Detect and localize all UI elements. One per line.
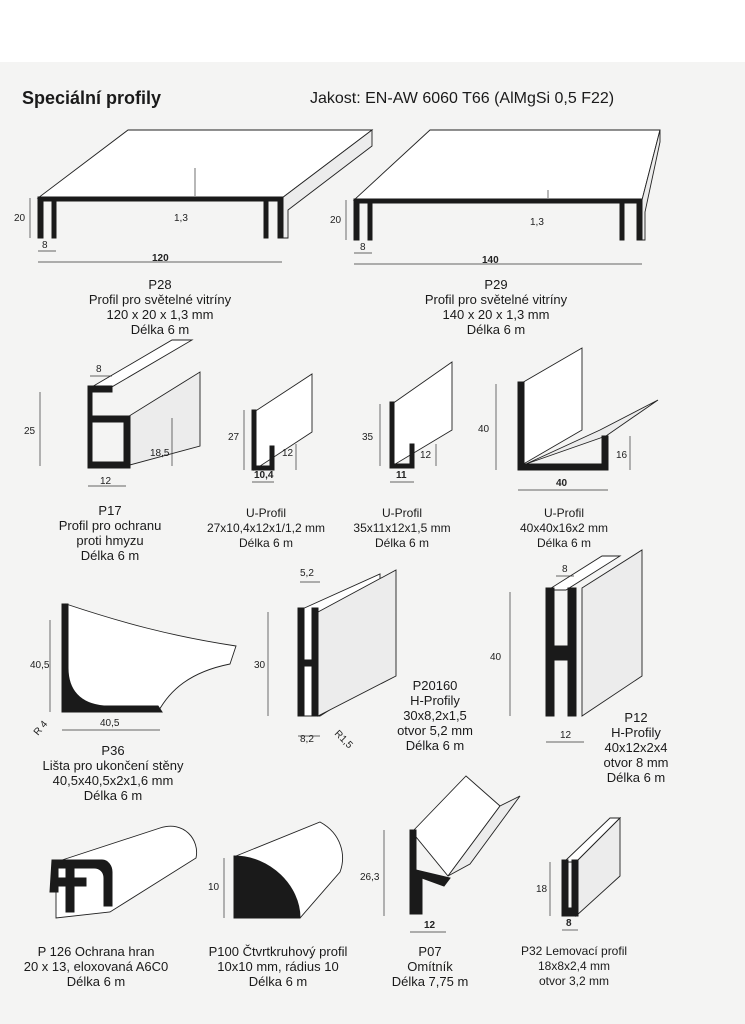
p12-top-label: 8	[562, 564, 568, 575]
p28-width-label: 120	[152, 253, 169, 264]
p20160-length: Délka 6 m	[405, 738, 465, 753]
p29-caption	[396, 277, 596, 337]
u27-length: Délka 6 m	[238, 536, 294, 550]
u35-length: Délka 6 m	[374, 536, 430, 550]
section-title: Speciální profily	[22, 88, 162, 108]
p28-height-label: 20	[14, 213, 26, 224]
p29-drawing	[330, 130, 660, 266]
u40-caption	[494, 506, 634, 551]
p126-drawing	[50, 826, 197, 918]
p07-name: Omítník	[407, 959, 453, 974]
p20160-top-label: 5,2	[300, 568, 314, 579]
u35-caption	[332, 506, 472, 551]
u27-drawing	[228, 374, 312, 482]
p12-code: P12	[624, 710, 648, 725]
u40-drawing	[478, 348, 658, 490]
p32-width-label: 8	[566, 918, 572, 929]
u40-width-label: 40	[556, 478, 568, 489]
p12-size: 40x12x2x4	[604, 740, 668, 755]
p29-length: Délka 6 m	[466, 322, 526, 337]
p126-name: P 126 Ochrana hran	[37, 944, 155, 959]
p20160-radius-label: R1,5	[331, 728, 355, 752]
p32-height-label: 18	[536, 884, 548, 895]
p100-size: 10x10 mm, rádius 10	[217, 959, 339, 974]
p12-caption	[590, 710, 682, 785]
p07-length: Délka 7,75 m	[391, 974, 469, 989]
p126-caption	[8, 944, 184, 989]
p07-drawing	[360, 776, 520, 932]
p126-length: Délka 6 m	[66, 974, 126, 989]
p07-height-label: 26,3	[360, 872, 380, 883]
p32-name: P32 Lemovací profil	[520, 944, 628, 958]
p07-code: P07	[418, 944, 442, 959]
p12-width-label: 12	[560, 730, 572, 741]
p17-inner-label: 18,5	[150, 448, 170, 459]
p36-height-label: 40,5	[30, 660, 50, 671]
p28-leg-label: 8	[42, 240, 48, 251]
p20160-name: H-Profily	[410, 693, 460, 708]
p29-code: P29	[484, 277, 508, 292]
p20160-code: P20160	[412, 678, 458, 693]
p20160-caption	[380, 678, 490, 753]
p36-drawing	[30, 604, 236, 738]
p36-width-label: 40,5	[100, 718, 120, 729]
u40-length: Délka 6 m	[536, 536, 592, 550]
p36-name: Lišta pro ukončení stěny	[42, 758, 184, 773]
material-quality: Jakost: EN-AW 6060 T66 (AlMgSi 0,5 F22)	[310, 90, 615, 107]
u40-height-label: 40	[478, 424, 490, 435]
p32-drawing	[536, 818, 620, 930]
p29-height-label: 20	[330, 215, 342, 226]
p12-hole: otvor 8 mm	[603, 755, 669, 770]
p17-caption	[40, 503, 180, 563]
u40-size: 40x40x16x2 mm	[519, 521, 609, 535]
p36-caption	[28, 743, 198, 803]
p28-length: Délka 6 m	[130, 322, 190, 337]
p36-code: P36	[101, 743, 125, 758]
u27-width-label: 10,4	[254, 470, 274, 481]
p126-size: 20 x 13, eloxovaná A6C0	[23, 959, 169, 974]
p20160-width-label: 8,2	[300, 734, 314, 745]
p12-name: H-Profily	[611, 725, 661, 740]
p100-name: P100 Čtvrtkruhový profil	[208, 944, 348, 959]
p07-width-label: 12	[424, 920, 436, 931]
p12-length: Délka 6 m	[606, 770, 666, 785]
p29-leg-label: 8	[360, 242, 366, 253]
p100-height-label: 10	[208, 882, 220, 893]
p29-width-label: 140	[482, 255, 499, 266]
p29-wall-label: 1,3	[530, 217, 544, 228]
p36-size: 40,5x40,5x2x1,6 mm	[52, 773, 174, 788]
u35-leg-label: 12	[420, 450, 432, 461]
p20160-height-label: 30	[254, 660, 266, 671]
p28-wall-label: 1,3	[174, 213, 188, 224]
u27-leg-label: 12	[282, 448, 294, 459]
p20160-drawing	[254, 568, 396, 751]
u35-height-label: 35	[362, 432, 374, 443]
p100-drawing	[208, 822, 343, 918]
p17-top-label: 8	[96, 364, 102, 375]
p36-length: Délka 6 m	[83, 788, 143, 803]
p17-length: Délka 6 m	[80, 548, 140, 563]
p29-size: 140 x 20 x 1,3 mm	[442, 307, 550, 322]
p100-caption	[190, 944, 366, 989]
p28-drawing	[14, 130, 372, 264]
p17-drawing	[24, 340, 200, 487]
p32-caption	[504, 944, 644, 989]
p17-name-2: proti hmyzu	[76, 533, 144, 548]
p07-caption	[370, 944, 490, 989]
p20160-size: 30x8,2x1,5	[403, 708, 467, 723]
u40-leg-label: 16	[616, 450, 628, 461]
p32-size: 18x8x2,4 mm	[537, 959, 611, 973]
p17-width-label: 12	[100, 476, 112, 487]
u35-size: 35x11x12x1,5 mm	[353, 521, 451, 535]
p28-code: P28	[148, 277, 172, 292]
p100-length: Délka 6 m	[248, 974, 308, 989]
u35-name: U-Profil	[381, 506, 422, 520]
p28-size: 120 x 20 x 1,3 mm	[106, 307, 214, 322]
p28-name: Profil pro světelné vitríny	[88, 292, 232, 307]
p32-hole: otvor 3,2 mm	[538, 974, 610, 988]
p20160-hole: otvor 5,2 mm	[397, 723, 473, 738]
p29-name: Profil pro světelné vitríny	[424, 292, 568, 307]
u40-name: U-Profil	[543, 506, 584, 520]
u35-width-label: 11	[396, 470, 407, 481]
p28-caption	[60, 277, 260, 337]
u35-drawing	[362, 362, 452, 482]
p12-height-label: 40	[490, 652, 502, 663]
u27-height-label: 27	[228, 432, 240, 443]
u27-size: 27x10,4x12x1/1,2 mm	[206, 521, 326, 535]
u27-name: U-Profil	[245, 506, 286, 520]
p36-radius-label: R 4	[31, 718, 51, 738]
u27-caption	[196, 506, 336, 551]
p17-height-label: 25	[24, 426, 36, 437]
p17-name: Profil pro ochranu	[58, 518, 162, 533]
p17-code: P17	[98, 503, 122, 518]
